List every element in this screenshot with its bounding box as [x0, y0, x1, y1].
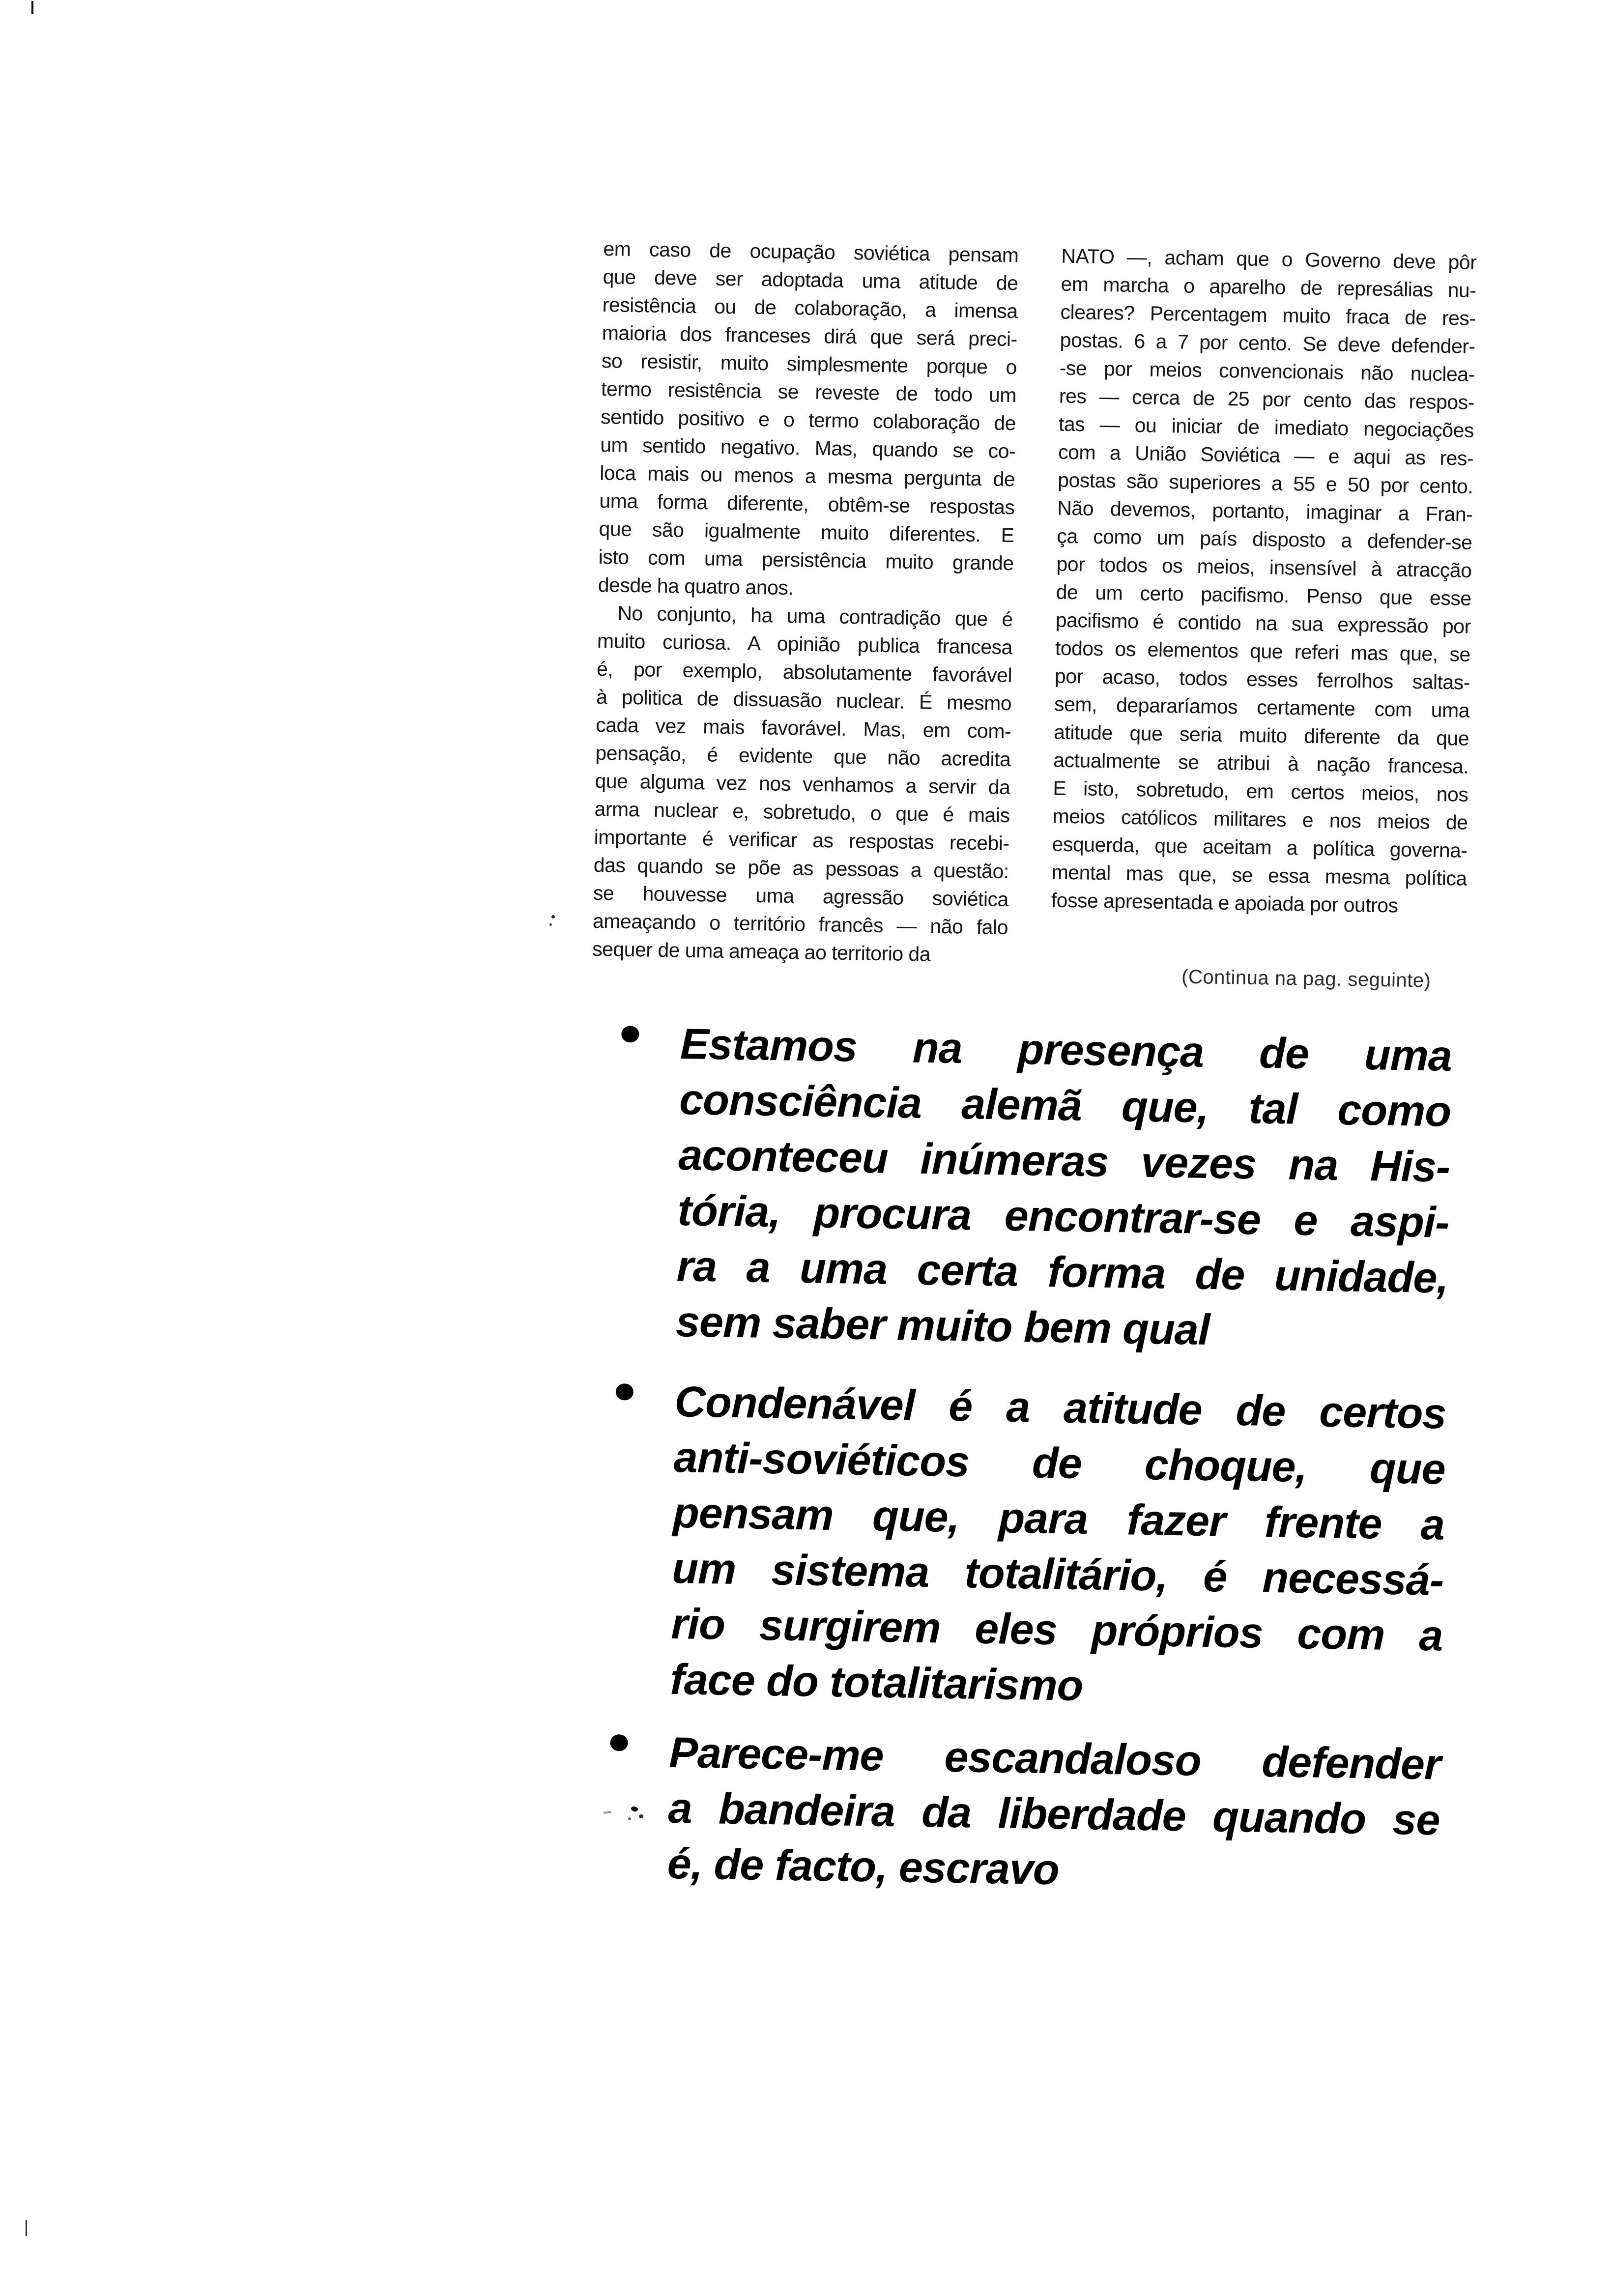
text-line: ça como um país disposto a defender-se: [1057, 524, 1472, 554]
text-line: um sistema totalitário, é necessá-: [671, 1543, 1444, 1605]
pull-quote-3: [603, 1723, 1441, 1903]
text-line: que alguma vez nos venhamos a servir da: [595, 769, 1010, 799]
scan-artifact-speck: [551, 915, 555, 918]
text-line: pacifismo é contido na sua expressão por: [1055, 608, 1471, 638]
text-line: um sentido negativo. Mas, quando se co-: [600, 433, 1016, 463]
pull-quote-2: [606, 1373, 1446, 1719]
text-line: é, por exemplo, absolutamente favorável: [596, 657, 1012, 687]
column-right: [1050, 242, 1477, 996]
text-line: -se por meios convencionais não nuclea-: [1059, 356, 1475, 386]
text-line: face do totalitarismo: [670, 1654, 1084, 1710]
text-line: aconteceu inúmeras vezes na His-: [678, 1130, 1451, 1191]
text-line: em marcha o aparelho de represálias nu-: [1061, 272, 1476, 302]
text-line: Condenável é a atitude de certos: [674, 1377, 1447, 1438]
text-line: sequer de uma ameaça ao territorio da: [592, 937, 931, 966]
article-body: [592, 235, 1477, 996]
text-line: desde ha quatro anos.: [598, 573, 794, 600]
text-line: importante é verificar as respostas recebi-: [594, 825, 1010, 855]
text-line: sem, depararíamos certamente com uma: [1054, 692, 1470, 722]
text-line: mental mas que, se essa mesma política: [1051, 861, 1468, 890]
text-line: que deve ser adoptada uma atitude de: [603, 265, 1018, 295]
text-line: maioria dos franceses dirá que será preci-: [602, 321, 1018, 351]
text-line: esquerda, que aceitam a política governa-: [1052, 832, 1468, 862]
text-line: cleares? Percentagem muito fraca de res-: [1060, 300, 1476, 330]
text-line: das quando se põe as pessoas a questão:: [593, 853, 1009, 883]
text-line: é, de facto, escravo: [667, 1838, 1060, 1894]
text-line: sem saber muito bem qual: [675, 1296, 1210, 1354]
text-line: loca mais ou menos a mesma pergunta de: [600, 461, 1015, 491]
text-line: sentido positivo e o termo colaboração de: [600, 405, 1016, 435]
pull-quote-1: [611, 1015, 1452, 1361]
text-line: so resistir, muito simplesmente porque o: [601, 349, 1017, 379]
text-line: tas — ou iniciar de imediato negociações: [1058, 412, 1474, 442]
text-line: pensação, é evidente que não acredita: [595, 741, 1011, 771]
continuation-note: (Continua na pag. seguinte): [1181, 966, 1431, 992]
text-line: em caso de ocupação soviética pensam: [603, 237, 1019, 267]
column-left: [592, 235, 1019, 988]
bullet-dot-icon: [610, 1734, 628, 1751]
text-line: com a União Soviética — e aqui as res-: [1058, 440, 1474, 470]
text-line: fosse apresentada e apoiada por outros: [1051, 889, 1398, 917]
text-line: isto com uma persistência muito grande: [598, 545, 1014, 575]
text-line: uma forma diferente, obtêm-se respostas: [599, 489, 1015, 519]
pull-quote-1-text: [675, 1016, 1452, 1361]
text-line: rio surgirem eles próprios com a: [670, 1599, 1443, 1660]
text-line: tória, procura encontrar-se e aspi-: [677, 1185, 1450, 1247]
text-line: Não devemos, portanto, imaginar a Fran-: [1057, 496, 1473, 526]
text-line: res — cerca de 25 por cento das respos-: [1059, 384, 1475, 414]
text-line: meios católicos militares e nos meios de: [1052, 804, 1468, 834]
text-line: postas são superiores a 55 e 50 por cento.: [1057, 468, 1473, 498]
text-line: todos os elementos que referi mas que, se: [1055, 636, 1471, 666]
text-line: Parece-me escandaloso defender: [668, 1727, 1441, 1789]
text-line: por acaso, todos esses ferrolhos saltas-: [1054, 664, 1470, 694]
pull-quote-2-text: [670, 1374, 1446, 1719]
text-line: E isto, sobretudo, em certos meios, nos: [1053, 776, 1468, 806]
scan-artifact-bottom-tick: [26, 2220, 27, 2236]
text-line: actualmente se atribui à nação francesa.: [1053, 748, 1469, 778]
text-line: por todos os meios, insensível à atracção: [1056, 552, 1472, 582]
text-line: NATO —, acham que o Governo deve pôr: [1061, 244, 1477, 274]
column-right-text: [1051, 242, 1476, 921]
scan-artifact-speck: [549, 923, 552, 926]
text-line: atitude que seria muito diferente da que: [1053, 720, 1469, 750]
text-line: resistência ou de colaboração, a imensa: [602, 293, 1018, 323]
text-line: Estamos na presença de uma: [680, 1019, 1452, 1080]
text-line: de um certo pacifismo. Penso que esse: [1056, 580, 1471, 610]
text-line: anti-soviéticos de choque, que: [673, 1432, 1446, 1493]
text-line: se houvesse uma agressão soviética: [593, 881, 1009, 911]
bullet-dot-icon: [616, 1383, 634, 1401]
text-line: muito curiosa. A opinião publica francesa: [597, 629, 1013, 659]
scan-artifact-top-tick: [31, 1, 33, 14]
pull-quote-3-text: [667, 1724, 1441, 1903]
pull-quotes-section: [603, 1015, 1452, 1903]
bullet-dot-icon: [621, 1026, 639, 1043]
text-line: a bandeira da liberdade quando se: [667, 1783, 1440, 1844]
text-line: postas. 6 a 7 por cento. Se deve defender-: [1060, 328, 1476, 358]
text-line: cada vez mais favorável. Mas, em com-: [595, 713, 1011, 743]
article-columns: [592, 235, 1477, 996]
text-line: que são igualmente muito diferentes. E: [599, 517, 1014, 547]
text-line: No conjunto, ha uma contradição que é: [597, 601, 1013, 631]
text-line: termo resistência se reveste de todo um: [601, 377, 1017, 407]
text-line: pensam que, para fazer frente a: [672, 1488, 1445, 1549]
text-line: consciência alemã que, tal como: [679, 1075, 1451, 1136]
text-line: ameaçando o território francês — não falo: [592, 909, 1008, 939]
text-line: à politica de dissuasão nuclear. É mesmo: [596, 685, 1012, 715]
text-line: arma nuclear e, sobretudo, o que é mais: [594, 797, 1010, 827]
text-line: ra a uma certa forma de unidade,: [676, 1241, 1449, 1302]
